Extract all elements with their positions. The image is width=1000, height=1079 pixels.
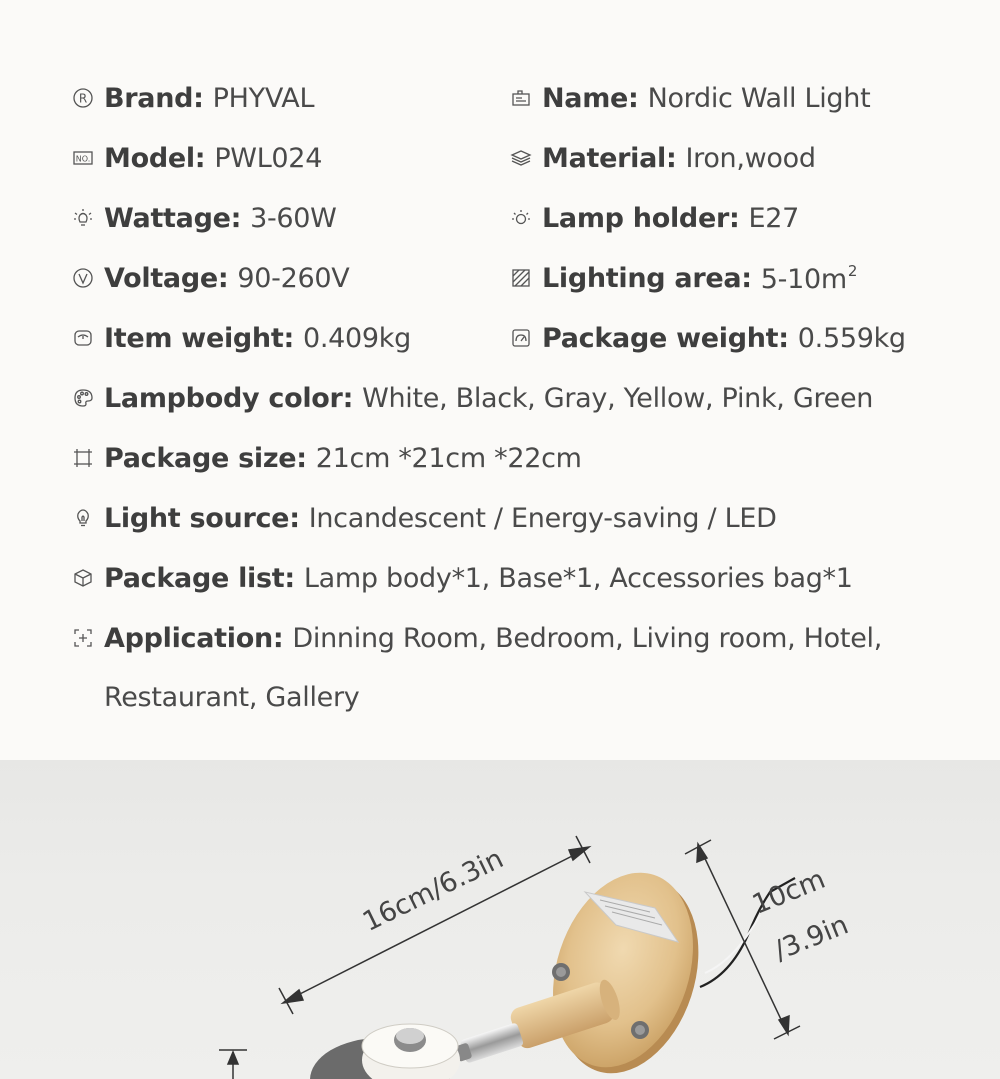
spec-name: [510, 78, 870, 118]
spec-package-weight: [510, 318, 906, 358]
spec-package-list: [72, 558, 853, 598]
spec-lighting-area: [510, 258, 857, 298]
lampbody-color-value: White, Black, Gray, Yellow, Pink, Green: [362, 382, 874, 414]
wattage-value: 3-60W: [250, 202, 337, 234]
lighting-area-value: $5-10m^2$: [760, 261, 858, 295]
brand-label: Brand:: [104, 82, 204, 114]
spec-item-weight: [72, 318, 411, 358]
spec-lamp-holder: [510, 198, 799, 238]
application-value-continued: Restaurant, Gallery: [104, 682, 360, 713]
package-weight-label: Package weight:: [542, 322, 789, 354]
crop-icon: [72, 447, 94, 469]
spec-brand: [72, 78, 314, 118]
name-label: Name:: [542, 82, 639, 114]
lamp-holder-value: E27: [748, 202, 799, 234]
box-icon: [72, 567, 94, 589]
application-label: Application:: [104, 622, 284, 654]
layers-icon: [510, 147, 532, 169]
chrome-joint: [453, 1022, 524, 1066]
lighting-area-label: Lighting area:: [542, 262, 752, 294]
svg-text:R: R: [78, 91, 88, 106]
model-value: PWL024: [214, 142, 323, 174]
spec-lampbody-color: [72, 378, 873, 418]
length-dimension-label: 16cm/6.3in: [358, 843, 509, 938]
item-weight-value: 0.409kg: [302, 322, 411, 354]
package-size-label: Package size:: [104, 442, 307, 474]
scale-icon: [72, 327, 94, 349]
material-value: Iron,wood: [685, 142, 816, 174]
package-weight-value: 0.559kg: [797, 322, 906, 354]
weight-gauge-icon: [510, 327, 532, 349]
light-source-value: Incandescent / Energy-saving / LED: [308, 502, 777, 534]
area-unit-superscript: 2: [847, 261, 858, 280]
package-size-value: 21cm *21cm *22cm: [315, 442, 582, 474]
spec-material: [510, 138, 816, 178]
area-icon: [510, 267, 532, 289]
brand-value: PHYVAL: [212, 82, 315, 114]
spec-wattage: [72, 198, 337, 238]
light-source-label: Light source:: [104, 502, 300, 534]
application-value: Dinning Room, Bedroom, Living room, Hotel,: [292, 622, 882, 654]
voltage-icon: [72, 267, 94, 289]
length-dimension-arrow: [279, 836, 590, 1014]
voltage-label: Voltage:: [104, 262, 229, 294]
spec-application: [72, 618, 882, 658]
spec-package-size: [72, 438, 582, 478]
tag-icon: [510, 87, 532, 109]
spec-model: [72, 138, 322, 178]
svg-text:NO.: NO.: [75, 154, 91, 164]
item-weight-label: Item weight:: [104, 322, 294, 354]
sun-icon: [510, 207, 532, 229]
number-icon: [72, 147, 94, 169]
bottom-dimension-arrow: [219, 1050, 247, 1079]
voltage-value: 90-260V: [237, 262, 350, 294]
registered-icon: [72, 87, 94, 109]
package-list-value: Lamp body*1, Base*1, Accessories bag*1: [303, 562, 853, 594]
wattage-label: Wattage:: [104, 202, 242, 234]
lamp-holder-label: Lamp holder:: [542, 202, 740, 234]
height-dimension-label-line1: 10cm: [748, 863, 830, 921]
spec-light-source: [72, 498, 777, 538]
material-label: Material:: [542, 142, 677, 174]
palette-icon: [72, 387, 94, 409]
spec-voltage: [72, 258, 349, 298]
lampbody-color-label: Lampbody color:: [104, 382, 354, 414]
package-list-label: Package list:: [104, 562, 295, 594]
height-dimension-label-line2: /3.9in: [770, 909, 853, 967]
expand-icon: [72, 627, 94, 649]
product-photo: [0, 760, 1000, 1079]
model-label: Model:: [104, 142, 206, 174]
name-value: Nordic Wall Light: [647, 82, 871, 114]
bulb-rays-icon: [72, 207, 94, 229]
lightbulb-icon: [72, 507, 94, 529]
